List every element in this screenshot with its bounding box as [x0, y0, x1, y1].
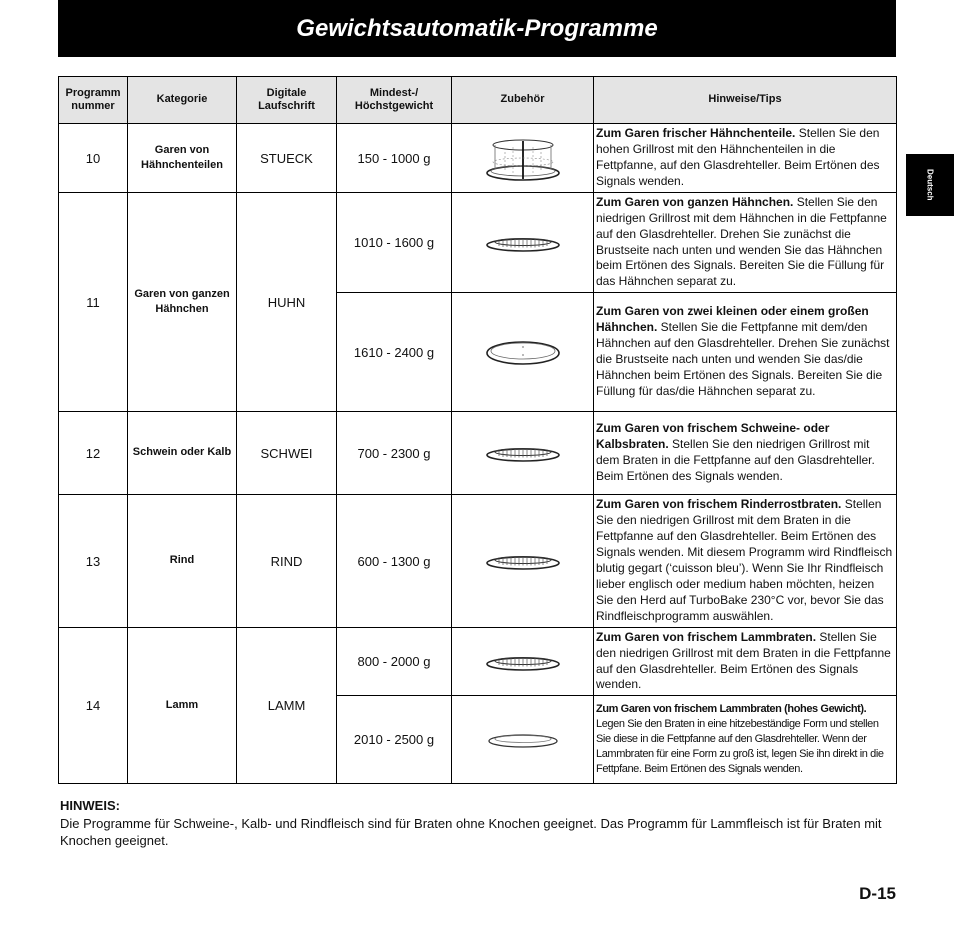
- digital-display: HUHN: [237, 193, 337, 412]
- tip-cell: [594, 628, 897, 696]
- note-heading: HINWEIS:: [60, 798, 120, 813]
- header-category: Kategorie: [128, 77, 237, 124]
- header-weight: Mindest-/ Höchstgewicht: [337, 77, 452, 124]
- tip-text: Stellen Sie den hohen Grillrost mit den Hähnchenteilen in die Fettpfanne, auf den Glasdrehteller. Beim Ertönen des Signals wenden.: [596, 126, 880, 188]
- tip-text: Stellen Sie den niedrigen Grillrost mit dem Braten in die Fettpfanne auf den Glasdrehteller. Beim Ertönen des Signals wenden. Mit diesem Programm wird Rindfleisch blutig gegart (‘cuisson bleu’). Wenn Sie Ihr Rindfleisch lieber englisch oder medium haben möchten, heizen Sie den Herd auf TurboBake 230°C vor, bevor Sie das Rindfleischprogramm auswählen.: [596, 497, 893, 623]
- title-bar: [58, 0, 896, 57]
- tip-cell: [594, 124, 897, 193]
- table-row: [59, 495, 897, 628]
- accessory-cell: [452, 293, 594, 412]
- accessory-cell: [452, 696, 594, 784]
- category: Rind: [128, 495, 237, 628]
- tip-text: Stellen Sie den niedrigen Grillrost mit dem Braten in die Fettpfanne auf den Glasdrehteller. Beim Ertönen des Signals wenden.: [596, 629, 891, 692]
- accessory-cell: [452, 495, 594, 628]
- tip-heading: Zum Garen von zwei kleinen oder einem großen Hähnchen.: [596, 304, 869, 335]
- program-number: 12: [59, 412, 128, 495]
- low-rack-in-pan-icon: [485, 231, 561, 255]
- header-tips: Hinweise/Tips: [594, 77, 897, 124]
- accessory-cell: [452, 124, 594, 193]
- tip-cell: [594, 696, 897, 784]
- low-rack-in-pan-icon: [485, 650, 561, 674]
- weight-range: 600 - 1300 g: [337, 495, 452, 628]
- dish-in-pan-icon: [485, 729, 561, 751]
- tip-heading: Zum Garen von ganzen Hähnchen.: [596, 194, 794, 209]
- language-tab-label: Deutsch: [925, 169, 935, 201]
- header-program-number: Programm nummer: [59, 77, 128, 124]
- category: Garen von ganzen Hähnchen: [128, 193, 237, 412]
- program-number: 11: [59, 193, 128, 412]
- tip-heading: Zum Garen frischer Hähnchenteile.: [596, 126, 796, 141]
- digital-display: LAMM: [237, 628, 337, 784]
- accessory-cell: [452, 628, 594, 696]
- pan-icon: [485, 337, 561, 367]
- tip-heading: Zum Garen von frischem Lammbraten (hohes Gewicht).: [596, 703, 867, 716]
- table-header-row: [59, 77, 897, 124]
- category: Garen von Hähnchenteilen: [128, 124, 237, 193]
- header-accessory: Zubehör: [452, 77, 594, 124]
- table-row: [59, 628, 897, 696]
- tip-text: Legen Sie den Braten in eine hitzebeständige Form und stellen Sie diese in die Fettpfanne auf den Glasdrehteller. Wenn der Lammbraten für eine Form zu groß ist, legen Sie ihn direkt in die Fettpfane. Beim Ertönen des Signals wenden.: [596, 718, 884, 775]
- weight-range: 2010 - 2500 g: [337, 696, 452, 784]
- digital-display: SCHWEI: [237, 412, 337, 495]
- weight-range: 700 - 2300 g: [337, 412, 452, 495]
- accessory-cell: [452, 193, 594, 293]
- weight-range: 1610 - 2400 g: [337, 293, 452, 412]
- language-tab: [906, 154, 954, 216]
- program-number: 10: [59, 124, 128, 193]
- tip-cell: [594, 293, 897, 412]
- note-text: Die Programme für Schweine-, Kalb- und Rindfleisch sind für Braten ohne Knochen geeignet. Das Programm für Lammfleisch ist für Braten mit Knochen geeignet.: [60, 815, 882, 849]
- tip-heading: Zum Garen von frischem Schweine- oder Kalbsbraten.: [596, 421, 830, 452]
- tip-heading: Zum Garen von frischem Rinderrostbraten.: [596, 497, 842, 512]
- digital-display: STUECK: [237, 124, 337, 193]
- high-rack-in-pan-icon: [485, 133, 561, 183]
- tip-cell: [594, 495, 897, 628]
- page-number: D-15: [859, 884, 896, 903]
- program-number: 14: [59, 628, 128, 784]
- category: Schwein oder Kalb: [128, 412, 237, 495]
- category: Lamm: [128, 628, 237, 784]
- program-number: 13: [59, 495, 128, 628]
- tip-heading: Zum Garen von frischem Lammbraten.: [596, 629, 817, 644]
- programs-table: [58, 76, 897, 784]
- tip-text: Stellen Sie den niedrigen Grillrost mit dem Braten in die Fettpfanne auf den Glasdrehteller. Beim Ertönen des Signals wenden.: [596, 437, 875, 483]
- table-row: [59, 124, 897, 193]
- accessory-cell: [452, 412, 594, 495]
- tip-text: Stellen Sie den niedrigen Grillrost mit dem Hähnchen in die Fettpfanne auf den Glasdrehteller. Drehen Sie zunächst die Brustseite nach unten und wenden Sie das Hähnchen beim Ertönen des Signals. Bereiten Sie die Füllung für das Hähnchen separat zu.: [596, 194, 887, 289]
- table-row: [59, 193, 897, 293]
- weight-range: 800 - 2000 g: [337, 628, 452, 696]
- header-digital-display: Digitale Laufschrift: [237, 77, 337, 124]
- tip-text: Stellen Sie die Fettpfanne mit dem/den Hähnchen auf den Glasdrehteller. Drehen Sie zunächst die Brustseite nach unten und wenden Sie das/die Hähnchen beim Ertönen des Signals. Bereiten Sie die Füllung für das/die Hähnchen separat zu.: [596, 320, 890, 398]
- tip-cell: [594, 193, 897, 293]
- low-rack-in-pan-icon: [485, 549, 561, 573]
- tip-cell: [594, 412, 897, 495]
- low-rack-in-pan-icon: [485, 441, 561, 465]
- table-row: [59, 412, 897, 495]
- weight-range: 1010 - 1600 g: [337, 193, 452, 293]
- note-section: [60, 797, 896, 850]
- weight-range: 150 - 1000 g: [337, 124, 452, 193]
- page-title: Gewichtsautomatik-Programme: [296, 14, 658, 42]
- digital-display: RIND: [237, 495, 337, 628]
